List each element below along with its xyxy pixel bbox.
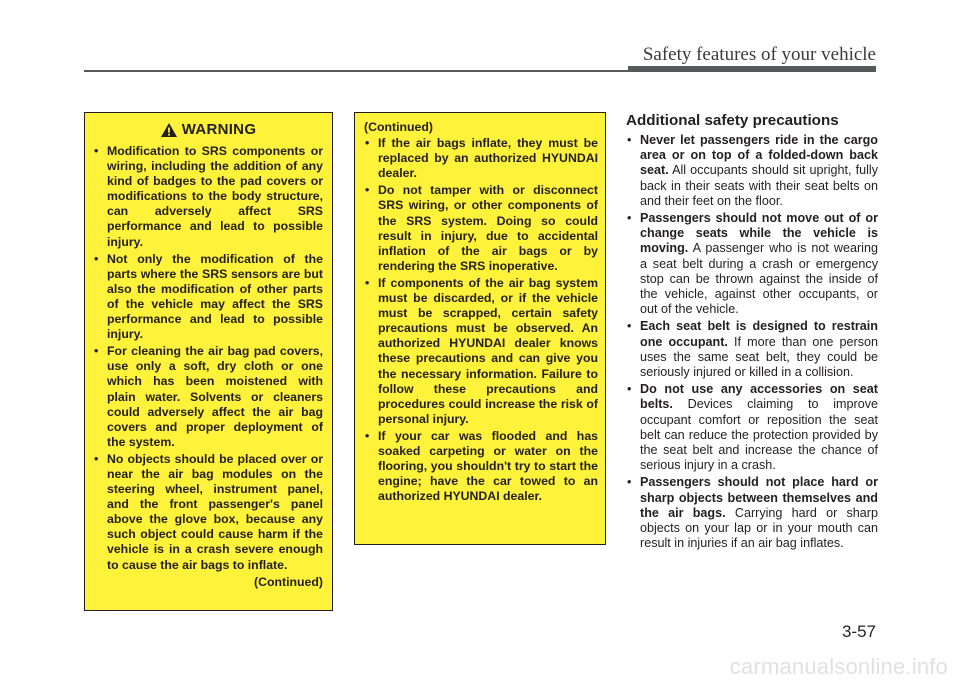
precaution-item: [626, 382, 878, 473]
warning-item: • If the air bags inflate, they must be replaced by an authorized HYUNDAI dealer.: [364, 136, 598, 181]
page-number: 3-57: [841, 622, 876, 641]
watermark: carmanualsonline.info: [729, 654, 948, 679]
precaution-lead: Each seat belt is designed to restrain one occupant.: [640, 319, 878, 349]
precaution-text: Devices claiming to improve occupant comfort or reposition the seat belt can reduce the protection provided by the seat belt and increase the chance of serious injury in a crash.: [640, 397, 878, 473]
warning-item: • No objects should be placed over or near the air bag modules on the steering wheel, instrument panel, and the front passenger's panel above the glove box, because any such object could cause harm if the vehicle is in a crash severe enough to cause the air bags to inflate.: [93, 452, 323, 573]
warning-box-2: [354, 112, 606, 545]
section-title: Additional safety precautions: [626, 112, 839, 129]
warning-list-1: [93, 144, 323, 573]
precaution-item: [626, 319, 878, 380]
warning-item: • Modification to SRS components or wiring, including the addition of any kind of badges to the pad covers or modifications to the body structure, can adversely affect SRS performance and lead to possible injury.: [93, 144, 323, 250]
warning-item: • If your car was flooded and has soaked carpeting or water on the flooring, you shouldn't try to start the engine; have the car towed to an authorized HYUNDAI dealer.: [364, 429, 598, 504]
precaution-item: [626, 475, 878, 551]
continued-label: (Continued): [254, 574, 323, 589]
additional-precautions-section: [626, 112, 878, 553]
precaution-lead: Passengers should not place hard or sharp objects between themselves and the air bags.: [640, 475, 878, 520]
warning-list-2: [364, 136, 598, 504]
warning-triangle-icon: [160, 122, 178, 138]
precaution-lead: Passengers should not move out of or change seats while the vehicle is moving.: [640, 211, 878, 256]
warning-box-1: [84, 112, 333, 611]
precaution-text: A passenger who is not wearing a seat belt during a crash or emergency stop can be thrown against the inside of the vehicle, against other occupants, or out of the vehicle.: [640, 241, 878, 317]
warning-item: • Do not tamper with or disconnect SRS wiring, or other components of the SRS system. Doing so could result in injury, due to accidental inflation of the air bags or by rendering the SRS inoperative.: [364, 183, 598, 274]
precaution-item: [626, 211, 878, 317]
precaution-text: If more than one person uses the same seat belt, they could be seriously injured or killed in a collision.: [640, 334, 879, 380]
header-rule-accent: [628, 66, 876, 72]
precaution-text: All occupants should sit upright, fully back in their seats with their seat belts on and their feet on the floor.: [640, 163, 878, 208]
warning-item: • Not only the modification of the parts where the SRS sensors are but also the modification of other parts of the vehicle may affect the SRS performance and lead to possible injury.: [93, 252, 323, 343]
precautions-list: [626, 133, 878, 551]
precaution-item: [626, 133, 878, 209]
warning-item: • For cleaning the air bag pad covers, use only a soft, dry cloth or one which has been moistened with plain water. Solvents or cleaners could adversely affect the air bag covers and proper deployment of the system.: [93, 344, 323, 450]
precaution-text: Carrying hard or sharp objects on your lap or in your mouth can result in injuries if an air bag inflates.: [640, 505, 878, 551]
warning-heading-text: WARNING: [181, 121, 257, 138]
header-title: Safety features of your vehicle: [642, 44, 876, 65]
warning-heading: [93, 121, 323, 139]
precaution-lead: Never let passengers ride in the cargo area or on top of a folded-down back seat.: [640, 133, 878, 178]
continued-label-top: (Continued): [364, 120, 433, 134]
precaution-lead: Do not use any accessories on seat belts.: [640, 382, 878, 412]
warning-item: • If components of the air bag system must be discarded, or if the vehicle must be scrapped, certain safety precautions must be observed. An authorized HYUNDAI dealer knows these precautions and can give you the necessary information. Failure to follow these precautions and procedures could increase the risk of personal injury.: [364, 276, 598, 427]
